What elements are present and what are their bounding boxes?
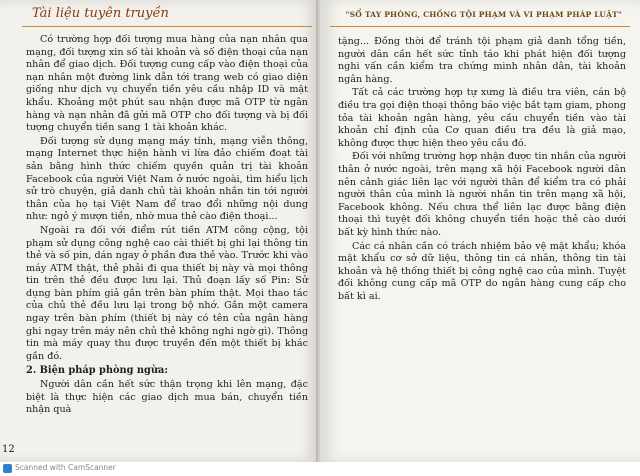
scanner-label: Scanned with CamScanner xyxy=(15,463,116,472)
right-paragraph-4: Các cá nhân cần có trách nhiệm bảo vệ mật khẩu; khóa mật khẩu cơ sở dữ liệu, thông tin cá nhân, thông tin tài khoản và hệ thống thiết bị công nghệ cao của mình. Tuyệt đối không cung cấp mã OTP do ngân hàng cung cấp cho bất kì ai. xyxy=(338,240,626,302)
right-page-body xyxy=(338,36,626,304)
right-paragraph-3: Đối với những trường hợp nhận được tin nhắn của người thân ở nước ngoài, trên mạng xã hội Facebook người dân nên cảnh giác liên lạc với người thân để kiểm tra có phải người thân của mình là người nhắn tin trên mạng xã hội, Facebook không. Nếu chưa thể liên lạc được bằng điện thoại thì tuyệt đối không chuyển tiền hoặc thẻ cào dưới bất kỳ hình thức nào. xyxy=(338,151,626,238)
right-header-title: "SỔ TAY PHÒNG, CHỐNG TỘI PHẠM VÀ VI PHẠM PHÁP LUẬT" xyxy=(345,10,622,19)
right-page-header xyxy=(330,4,630,27)
page-number: 12 xyxy=(2,444,15,455)
left-page-header xyxy=(22,4,312,27)
left-page xyxy=(0,0,318,462)
right-paragraph-2: Tất cả các trường hợp tự xưng là điều tra viên, cán bộ điều tra gọi điện thoại thông báo việc bắt tạm giam, phong tỏa tài khoản ngân hàng, yêu cầu chuyển tiền vào tài khoản chỉ định của Cơ quan điều tra đều là giả mạo, không được thực hiện theo yêu cầu đó. xyxy=(338,87,626,149)
section-heading: 2. Biện pháp phòng ngừa: xyxy=(26,365,168,377)
left-paragraph-2: Đối tượng sử dụng mạng máy tính, mạng viễn thông, mạng Internet thực hiện hành vi lừa đảo chiếm đoạt tài sản bằng hình thức chiếm quyền quản trị tài khoản Facebook của người Việt Nam ở nước ngoài, tìm hiểu lịch sử trò chuyện, giả danh chủ tài khoản nhắn tin tới người thân của họ tại Việt Nam để trao đổi những nội dung như: ngỏ ý mượn tiền, nhờ mua thẻ cào điện thoại... xyxy=(26,135,308,223)
scanner-watermark-bar xyxy=(0,462,640,476)
left-paragraph-4: Người dân cần hết sức thận trọng khi lên mạng, đặc biệt là thực hiện các giao dịch mua bán, chuyển tiền nhận quà xyxy=(26,379,308,416)
left-page-body xyxy=(26,34,308,418)
left-header-title: Tài liệu tuyên truyền xyxy=(32,6,169,21)
camscanner-logo-icon xyxy=(3,464,12,473)
left-paragraph-3: Ngoài ra đối với điểm rút tiền ATM công cộng, tội phạm sử dụng công nghệ cao cài thiết bị ghi lại thông tin thẻ và số pin, dán ngay ở phần đưa thẻ vào. Trước khi vào máy ATM thật, thẻ phải đi qua thiết bị này và mọi thông tin trên thẻ đều được lưu lại. Thủ đoạn lấy số Pin: Sử dụng bàn phím giả gắn trên bàn phím thật. Mọi thao tác của chủ thẻ đều lưu lại trong bộ nhớ. Gắn một camera ngay trên bàn phím (thiết bị này có tên của ngân hàng ghi ngay trên máy nên chủ thẻ không nghi ngờ gì). Thông tin mà máy quay thu được truyền đến một thiết bị khác gần đó. xyxy=(26,224,308,362)
left-paragraph-1: Có trường hợp đối tượng mua hàng của nạn nhân qua mạng, đối tượng xin số tài khoản và số điện thoại của nạn nhân để giao dịch. Đối tượng cung cấp vào điện thoại của nạn nhân một đường link dẫn tới trang web có giao diện giống như dịch vụ chuyển tiền yêu cầu nhập ID và mật khẩu. Khoảng một phút sau nhận được mã OTP từ ngân hàng và nạn nhân đã gửi mã OTP cho đối tượng và bị đối tượng chuyển tiền sang 1 tài khoản khác. xyxy=(26,34,308,134)
right-paragraph-1: tặng... Đồng thời để tránh tội phạm giả danh tổng tiền, người dân cần hết sức tỉnh táo khi phát hiện đối tượng nghi vấn cần kiểm tra chứng minh nhân dân, tài khoản ngân hàng. xyxy=(338,36,626,85)
right-page xyxy=(320,0,640,462)
